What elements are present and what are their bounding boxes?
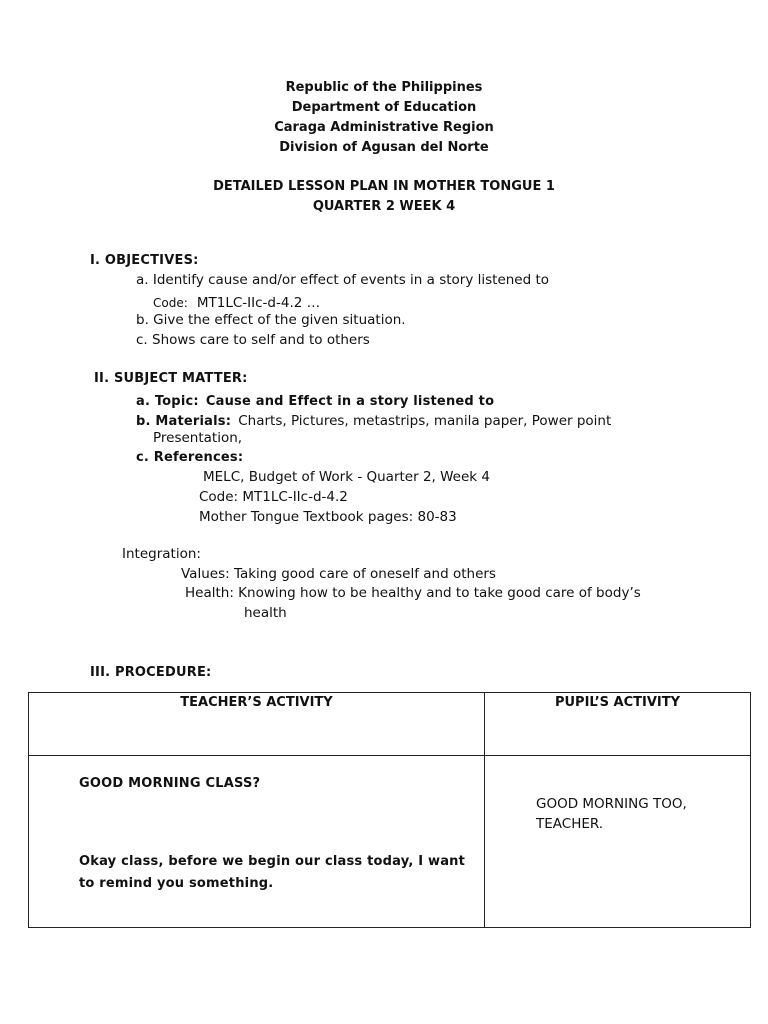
reference-melc: MELC, Budget of Work - Quarter 2, Week 4 [203,469,490,485]
teacher-reminder-line2: to remind you something. [79,876,274,891]
document-title: DETAILED LESSON PLAN IN MOTHER TONGUE 1 [213,179,555,194]
objective-c: c. Shows care to self and to others [136,332,370,348]
objective-b: b. Give the effect of the given situation. [136,312,406,328]
objective-code-label: Code: [153,296,188,310]
reference-textbook: Mother Tongue Textbook pages: 80-83 [199,509,457,525]
header-republic: Republic of the Philippines [285,80,483,95]
integration-label: Integration: [122,546,201,562]
objectives-heading: I. OBJECTIVES: [90,253,199,268]
reference-code: Code: MT1LC-IIc-d-4.2 [199,489,348,505]
subject-matter-heading: II. SUBJECT MATTER: [94,371,248,386]
teacher-activity-header: TEACHER’S ACTIVITY [29,693,485,756]
teacher-activity-cell [29,756,485,928]
objective-code [153,292,320,311]
teacher-greeting: GOOD MORNING CLASS? [79,776,261,791]
objective-code-value: MT1LC-IIc-d-4.2 … [196,295,321,311]
references-label: c. References: [136,450,244,465]
pupil-activity-header: PUPIL’S ACTIVITY [485,693,751,756]
procedure-table-header-row [29,693,751,756]
header-region: Caraga Administrative Region [274,120,494,135]
topic-line [136,390,494,409]
document-subtitle: QUARTER 2 WEEK 4 [312,199,456,214]
table-row [29,756,751,928]
materials-line [136,410,611,429]
pupil-activity-cell [485,756,751,928]
integration-health-continued: health [244,605,287,621]
procedure-table [28,692,751,928]
materials-label: b. Materials: [136,414,232,429]
procedure-heading: III. PROCEDURE: [90,665,212,680]
pupil-greeting-line1: GOOD MORNING TOO, [536,796,687,812]
integration-health: Health: Knowing how to be healthy and to take good care of body’s [185,585,641,601]
pupil-greeting-line2: TEACHER. [536,816,604,832]
teacher-reminder-line1: Okay class, before we begin our class today, I want [79,854,466,869]
objective-a: a. Identify cause and/or effect of events in a story listened to [136,272,550,288]
materials-value-continued: Presentation, [153,430,243,446]
header-division: Division of Agusan del Norte [279,140,489,155]
integration-values: Values: Taking good care of oneself and others [181,566,496,582]
topic-label: a. Topic: [136,394,199,409]
header-department: Department of Education [291,100,477,115]
topic-value: Cause and Effect in a story listened to [205,394,495,409]
materials-value: Charts, Pictures, metastrips, manila paper, Power point [238,413,612,429]
